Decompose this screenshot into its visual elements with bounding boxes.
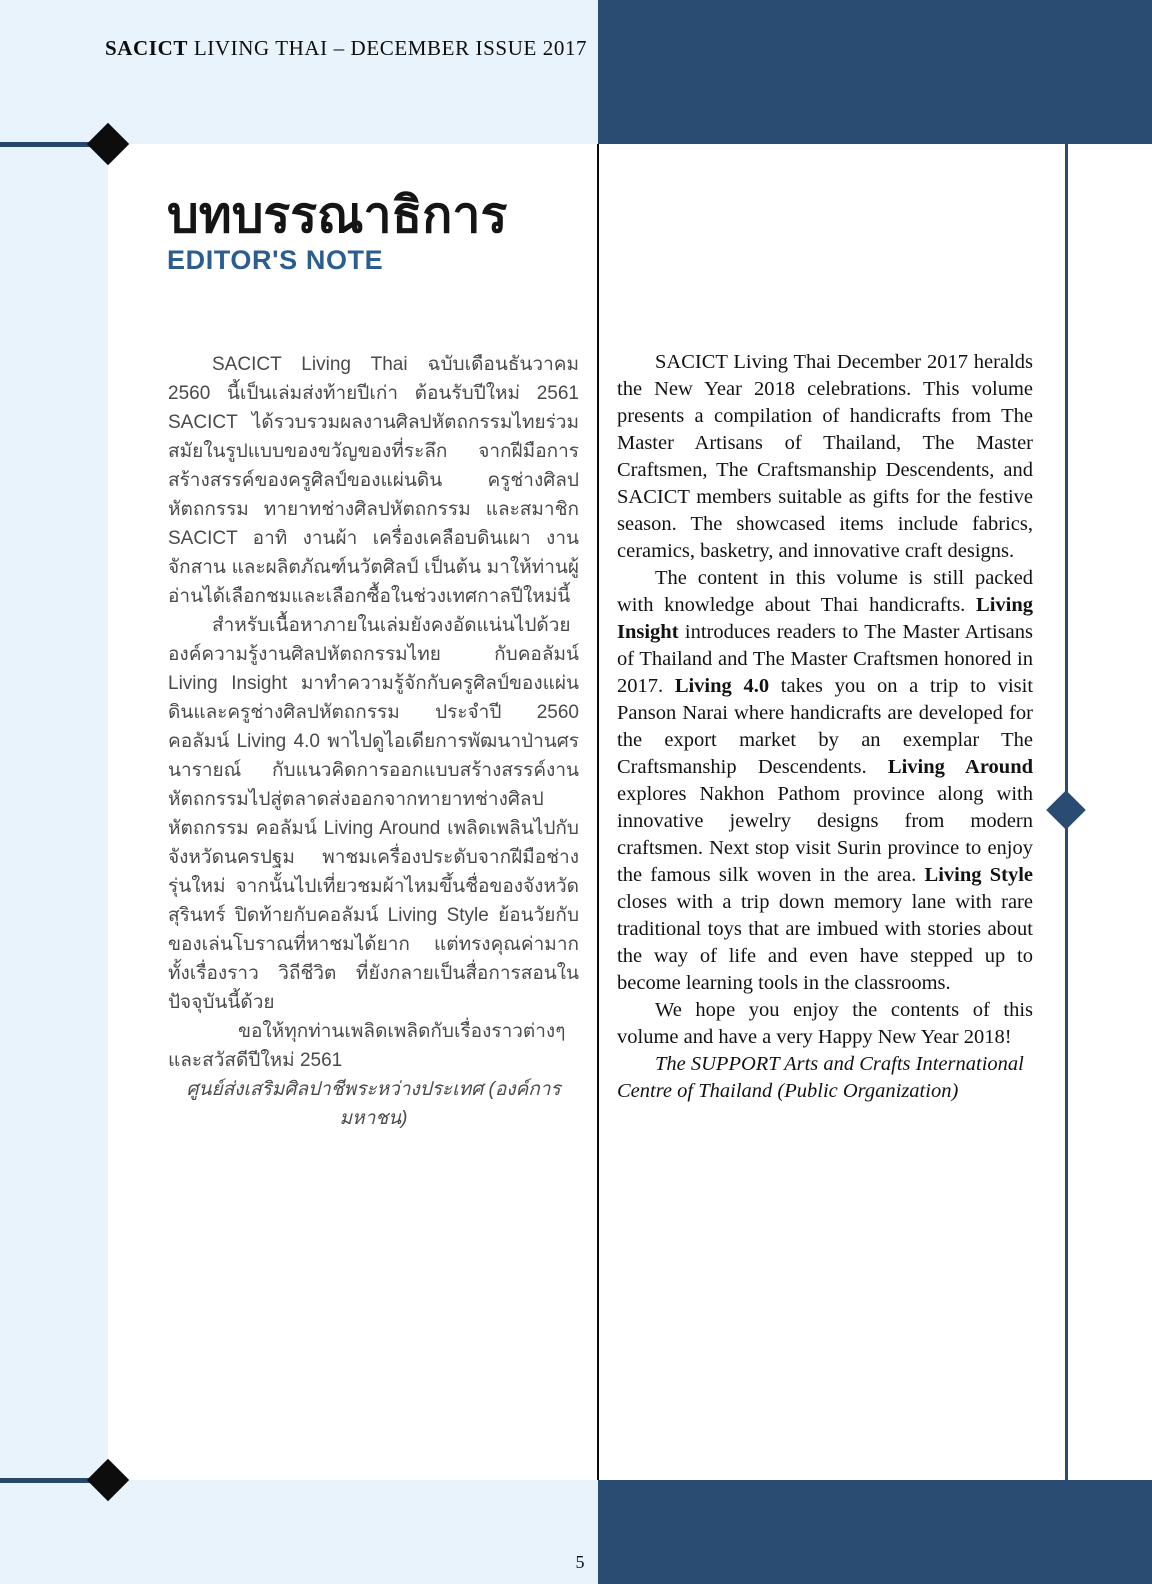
english-paragraph: SACICT Living Thai December 2017 heralds the New Year 2018 celebrations. This volume presents a compilation of handicrafts from The Master Artisans of Thailand, The Master Craftsmen, The Craftsmanship Descendents, and SACICT members suitable as gifts for the festive season. The showcased items include fabrics, ceramics, basketry, and innovative craft designs. [617, 351, 1033, 562]
running-header [105, 36, 587, 61]
column-name-bold: Living 4.0 [674, 675, 770, 697]
english-editorial-column [617, 349, 1033, 1105]
column-name-bold: Living Around [887, 756, 1034, 778]
thai-paragraph: สำหรับเนื้อหาภายในเล่มยังคงอัดแน่นไปด้วยองค์ความรู้งานศิลปหัตถกรรมไทย กับคอลัมน์ Living Insight มาทำความรู้จักกับครูศิลป์ของแผ่นดินและครูช่างศิลปหัตถกรรม ประจำปี 2560 คอลัมน์ Living 4.0 พาไปดูไอเดียการพัฒนาป่านศรนารายณ์ กับแนวคิดการออกแบบสร้างสรรค์งานหัตถกรรมไปสู่ตลาดส่งออกจากทายาทช่างศิลปหัตถกรรม คอลัมน์ Living Around เพลิดเพลินไปกับจังหวัดนครปฐม พาชมเครื่องประดับจากฝีมือช่างรุ่นใหม่ จากนั้นไปเที่ยวชมผ้าไหมขึ้นชื่อของจังหวัดสุรินทร์ ปิดท้ายกับคอลัมน์ Living Style ย้อนวัยกับของเล่นโบราณที่หาชมได้ยาก แต่ทรงคุณค่ามากทั้งเรื่องราว วิถีชีวิต ที่ยังกลายเป็นสื่อการสอนในปัจจุบันนี้ด้วย [168, 615, 579, 1013]
top-right-navy-block [598, 0, 1152, 144]
text-run: closes with a trip down memory lane with rare traditional toys that are imbued with stories about the way of life and even have stepped up to become learning tools in the classrooms. [617, 891, 1033, 994]
page-title-thai: บทบรรณาธิการ [167, 187, 508, 243]
page-number: 5 [575, 1552, 585, 1572]
magazine-brand: SACICT [105, 36, 188, 60]
column-name-bold: Living Style [924, 864, 1033, 886]
magazine-issue: LIVING THAI – DECEMBER ISSUE 2017 [187, 36, 588, 60]
english-paragraph [617, 565, 1033, 997]
thai-editorial-column [168, 350, 579, 1133]
bottom-left-rule [0, 1478, 96, 1483]
thai-paragraph: SACICT Living Thai ฉบับเดือนธันวาคม 2560 นี้เป็นเล่มส่งท้ายปีเก่า ต้อนรับปีใหม่ 2561 SACICT ได้รวบรวมผลงานศิลปหัตถกรรมไทยร่วมสมัยในรูปแบบของขวัญของที่ระลึก จากฝีมือการสร้างสรรค์ของครูศิลป์ของแผ่นดิน ครูช่างศิลปหัตถกรรม ทายาทช่างศิลปหัตถกรรม และสมาชิก SACICT อาทิ งานผ้า เครื่องเคลือบดินเผา งานจักสาน และผลิตภัณฑ์นวัตศิลป์ เป็นต้น มาให้ท่านผู้อ่านได้เลือกชมและเลือกซื้อในช่วงเทศกาลปีใหม่นี้ [168, 354, 579, 607]
page-title-english: EDITOR'S NOTE [167, 245, 384, 275]
english-paragraph: We hope you enjoy the contents of this volume and have a very Happy New Year 2018! [617, 999, 1033, 1048]
thai-signature: ศูนย์ส่งเสริมศิลปาชีพระหว่างประเทศ (องค์การมหาชน) [186, 1079, 561, 1129]
text-run: The content in this volume is still packed with knowledge about Thai handicrafts. [617, 567, 1033, 616]
text-run: takes you on a trip to visit Panson Narai where handicrafts are developed for the export market by an exemplar The Craftsmanship Descendents. [617, 675, 1034, 778]
bottom-right-navy-block [598, 1480, 1152, 1584]
column-name-bold: Living Insight [617, 594, 1033, 643]
title-block [167, 188, 507, 276]
english-signature: The SUPPORT Arts and Crafts International Centre of Thailand (Public Organization) [617, 1053, 1024, 1102]
column-divider-line [597, 144, 599, 1480]
top-left-rule [0, 142, 96, 147]
text-run: explores Nakhon Pathom province along with innovative jewelry designs from modern craftsmen. Next stop visit Surin province to enjoy the famous silk woven in the area. [617, 783, 1033, 886]
text-run: introduces readers to The Master Artisans of Thailand and The Master Craftsmen honored in 2017. [617, 621, 1033, 697]
thai-paragraph: ขอให้ทุกท่านเพลิดเพลิดกับเรื่องราวต่างๆ และสวัสดีปีใหม่ 2561 [168, 1021, 566, 1071]
